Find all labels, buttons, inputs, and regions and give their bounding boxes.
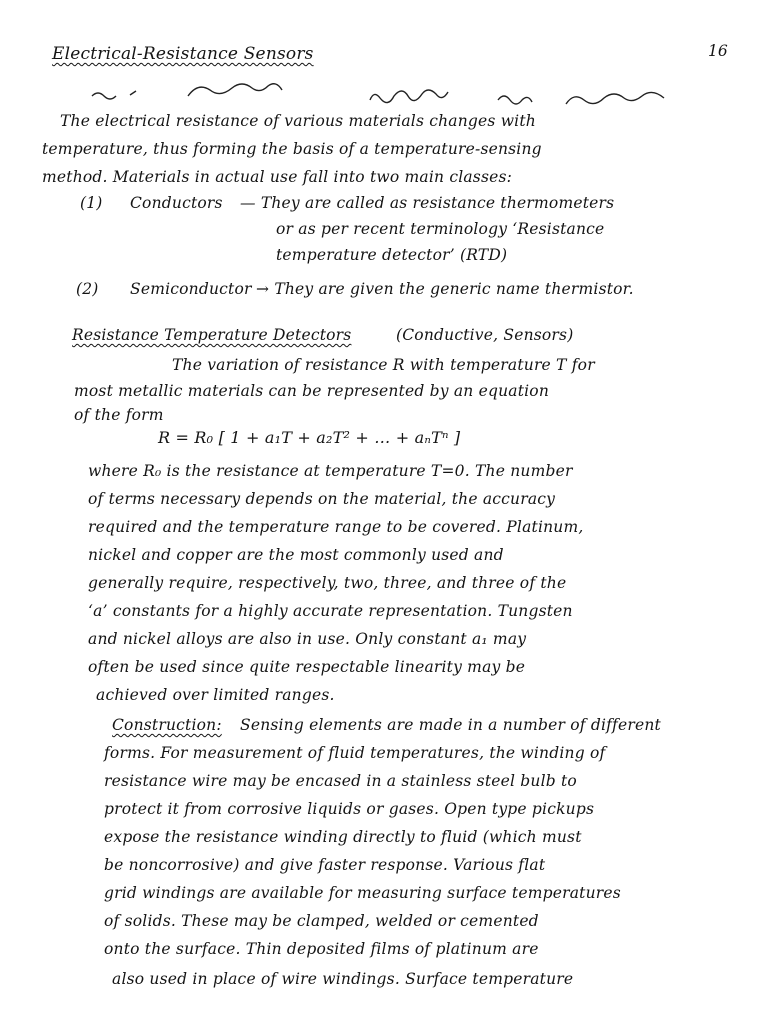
construction-line-4: expose the resistance winding directly to fluid (which must: [104, 828, 582, 846]
construction-line-9: also used in place of wire windings. Surface temperature: [112, 970, 574, 988]
explanation-line-8: often be used since quite respectable linearity may be: [88, 658, 526, 676]
class1-line-1: — They are called as resistance thermometers: [240, 194, 615, 212]
construction-line-7: of solids. These may be clamped, welded or cemented: [104, 912, 539, 930]
construction-label: Construction:: [112, 716, 222, 734]
class2-text: → They are given the generic name thermistor.: [256, 280, 634, 298]
class1-line-3: temperature detector’ (RTD): [276, 246, 508, 264]
construction-line-2: resistance wire may be encased in a stainless steel bulb to: [104, 772, 577, 790]
rtd-intro-line-3: of the form: [74, 406, 164, 424]
rtd-intro-line-1: The variation of resistance R with temperature T for: [172, 356, 595, 374]
rtd-heading: Resistance Temperature Detectors: [72, 326, 352, 344]
explanation-line-5: generally require, respectively, two, three, and three of the: [88, 574, 567, 592]
explanation-line-1: where R₀ is the resistance at temperature T=0. The number: [88, 462, 573, 480]
class2-marker: (2): [76, 280, 99, 298]
construction-line-1: forms. For measurement of fluid temperatures, the winding of: [104, 744, 606, 762]
explanation-line-6: ‘a’ constants for a highly accurate representation. Tungsten: [88, 602, 573, 620]
rtd-intro-line-2: most metallic materials can be represented by an equation: [74, 382, 550, 400]
class1-label: Conductors: [130, 194, 223, 212]
explanation-line-3: required and the temperature range to be covered. Platinum,: [88, 518, 584, 536]
resistance-equation: R = R₀ [ 1 + a₁T + a₂T² + … + aₙTⁿ ]: [158, 428, 461, 447]
page-title: Electrical-Resistance Sensors: [52, 44, 314, 64]
class1-line-2: or as per recent terminology ‘Resistance: [276, 220, 605, 238]
rtd-heading-suffix: (Conductive, Sensors): [396, 326, 574, 344]
intro-line-2: temperature, thus forming the basis of a temperature-sensing: [42, 140, 542, 158]
explanation-line-4: nickel and copper are the most commonly used and: [88, 546, 504, 564]
intro-line-1: The electrical resistance of various materials changes with: [60, 112, 536, 130]
construction-line-0: Sensing elements are made in a number of different: [240, 716, 661, 734]
construction-line-6: grid windings are available for measuring surface temperatures: [104, 884, 621, 902]
construction-line-3: protect it from corrosive liquids or gases. Open type pickups: [104, 800, 595, 818]
intro-line-3: method. Materials in actual use fall into two main classes:: [42, 168, 513, 186]
class2-label: Semiconductor: [130, 280, 252, 298]
class1-marker: (1): [80, 194, 103, 212]
construction-line-8: onto the surface. Thin deposited films of platinum are: [104, 940, 539, 958]
page-number: 16: [708, 42, 728, 60]
explanation-line-2: of terms necessary depends on the material, the accuracy: [88, 490, 556, 508]
construction-line-5: be noncorrosive) and give faster response. Various flat: [104, 856, 546, 874]
explanation-line-7: and nickel alloys are also in use. Only constant a₁ may: [88, 630, 527, 648]
explanation-line-9: achieved over limited ranges.: [96, 686, 335, 704]
